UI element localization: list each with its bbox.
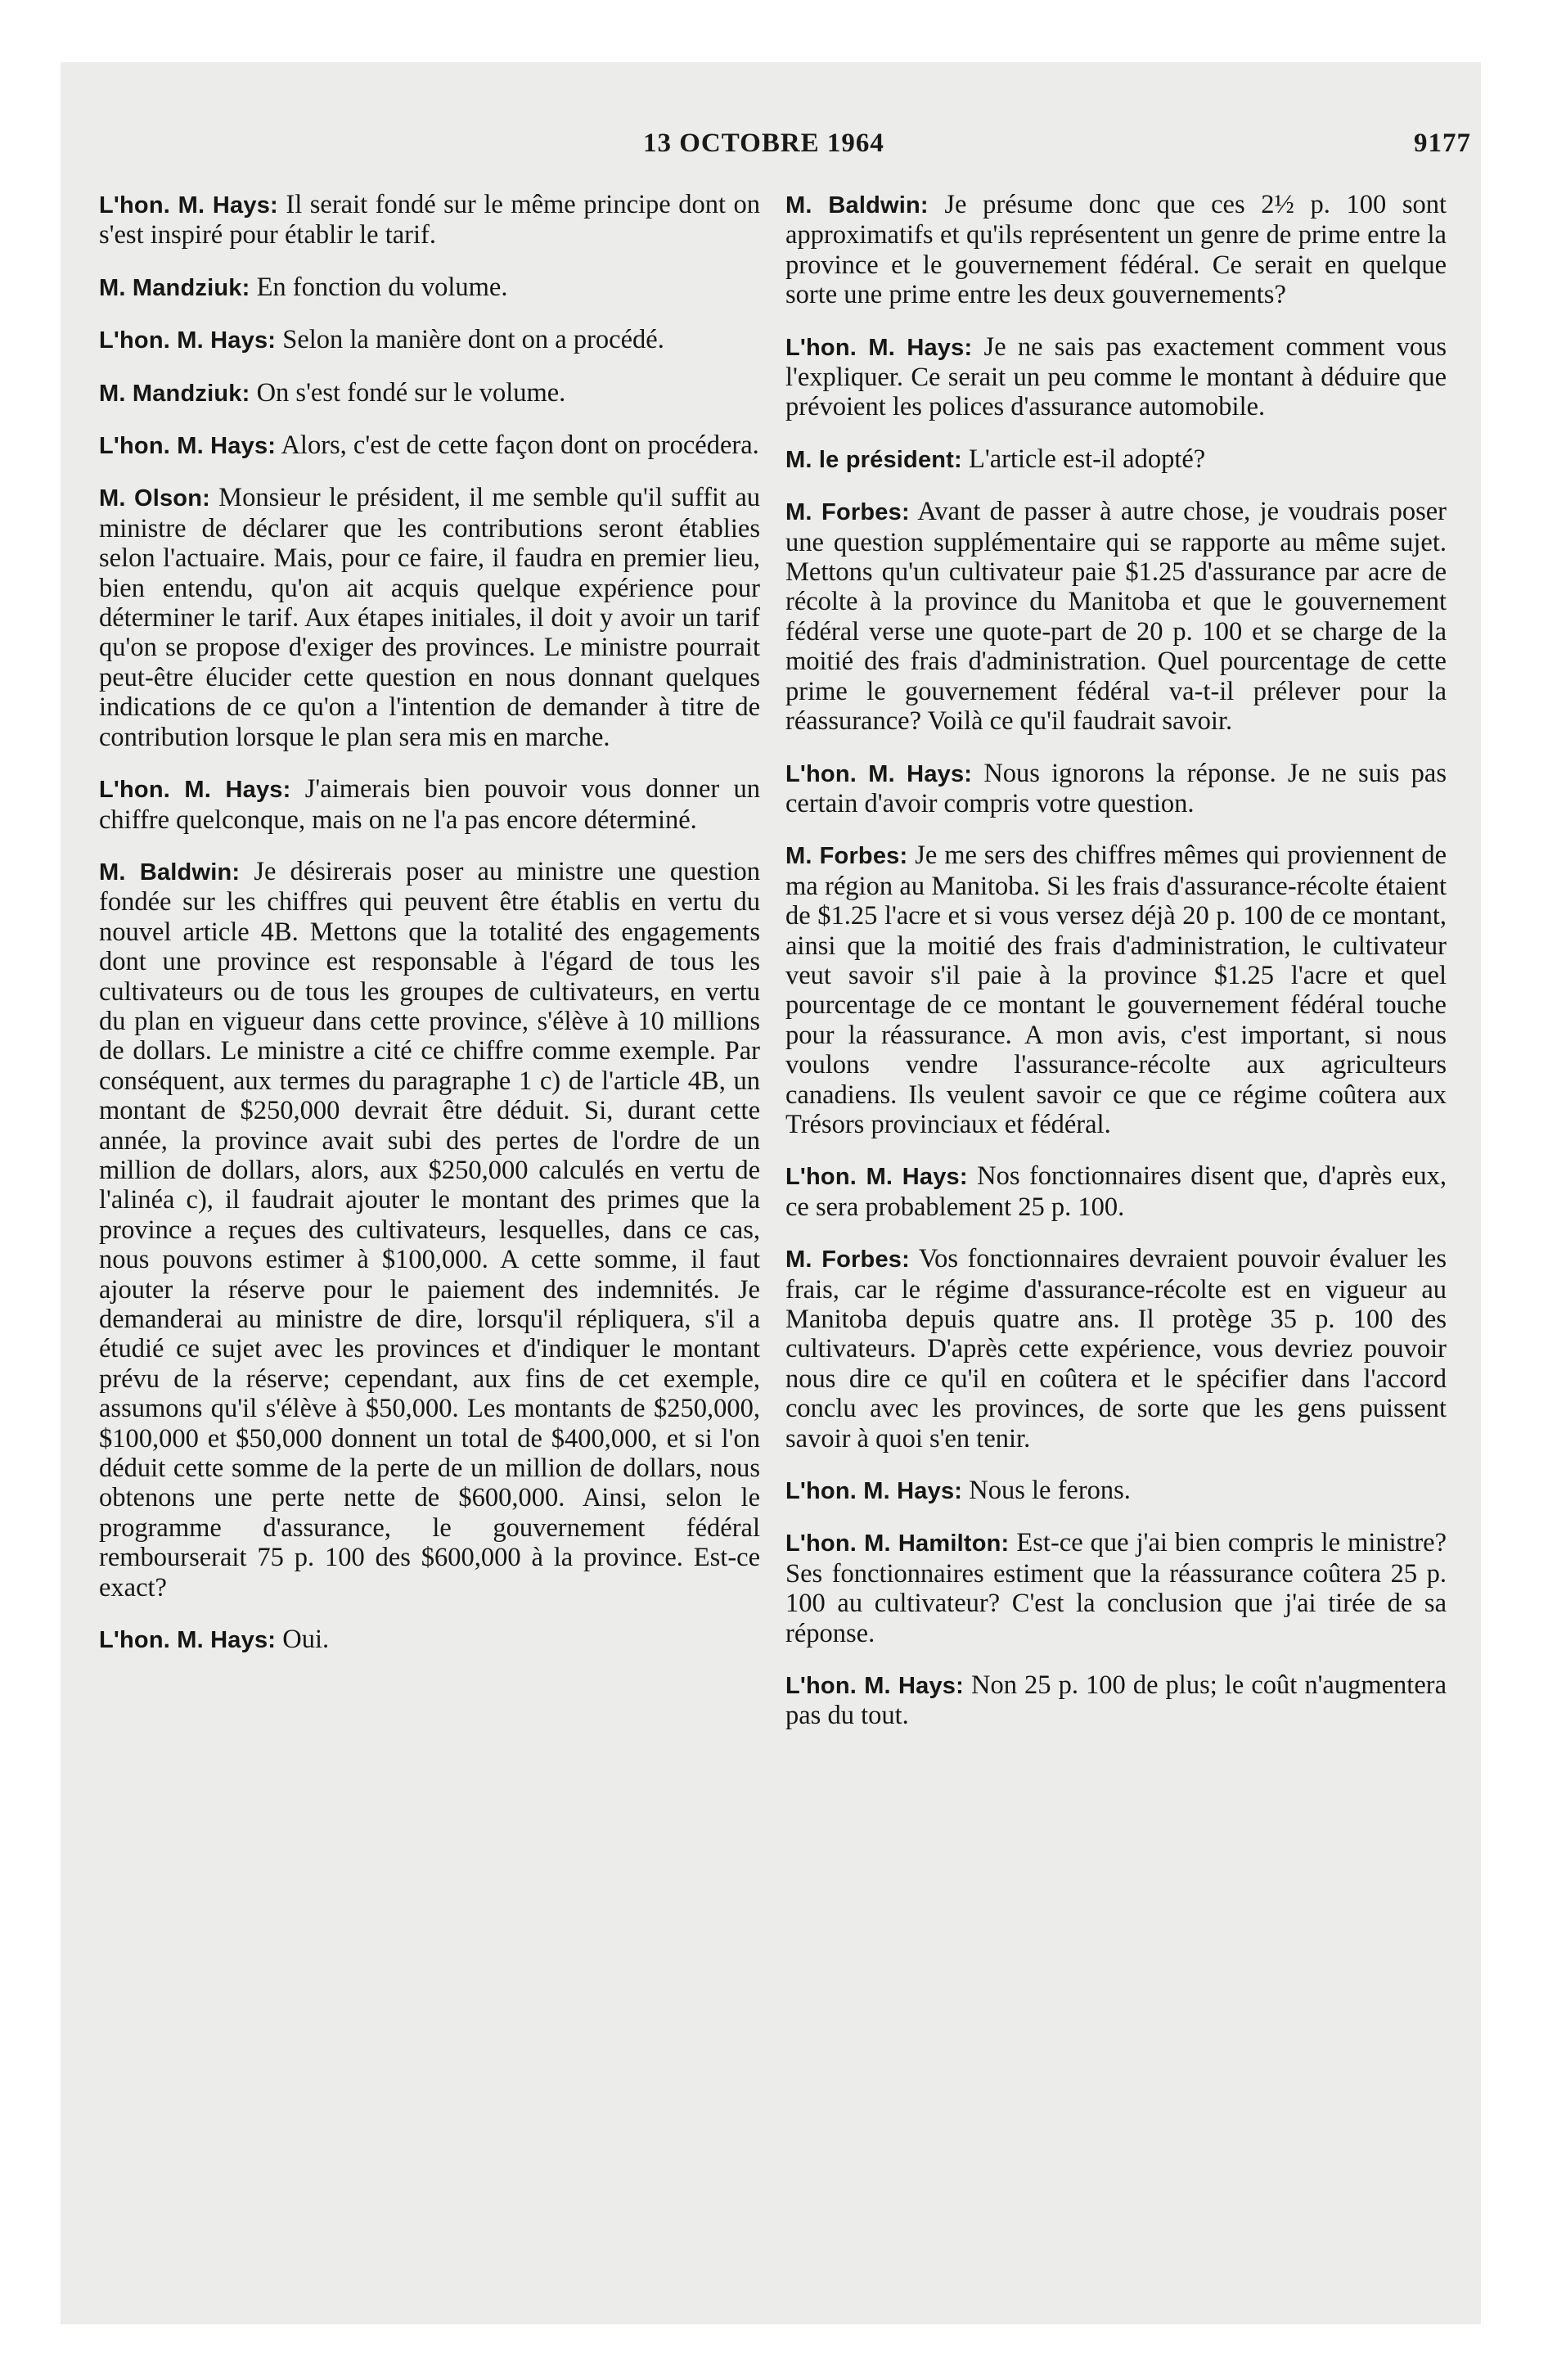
speaker-name: M. Baldwin: (99, 859, 241, 886)
page-number: 9177 (1414, 128, 1471, 158)
paragraph (99, 325, 760, 355)
paragraph (99, 774, 760, 835)
speaker-name: M. le président: (785, 446, 962, 473)
speech-text: Avant de passer à autre chose, je voudrais poser une question supplémentaire qui se rapporte au même sujet. Mettons qu'un cultivateur paie $1.25 d'assurance par acre de récolte à la province du Manitoba et que le gouvernement fédéral verse une quote-part de 20 p. 100 et se charge de la moitié des frais d'administration. Quel pourcentage de cette prime le gouvernement fédéral va-t-il prélever pour la réassurance? Voilà ce qu'il faudrait savoir. (785, 497, 1447, 737)
paragraph (785, 841, 1447, 1139)
paragraph (99, 378, 760, 408)
paragraph (99, 483, 760, 752)
speech-text: Nous ignorons la réponse. Je ne suis pas certain d'avoir compris votre question. (785, 758, 1447, 818)
paragraph (99, 430, 760, 461)
speaker-name: M. Olson: (99, 485, 210, 512)
paragraph (785, 497, 1447, 736)
speaker-name: L'hon. M. Hays: (785, 1478, 963, 1505)
speaker-name: L'hon. M. Hays: (99, 327, 277, 354)
speaker-name: M. Mandziuk: (99, 380, 250, 407)
speaker-name: L'hon. M. Hamilton: (785, 1530, 1010, 1557)
speaker-name: L'hon. M. Hays: (785, 760, 973, 787)
paragraph (785, 332, 1447, 422)
speech-text: L'article est-il adopté? (961, 444, 1206, 474)
speech-text: Monsieur le président, il me semble qu'il suffit au ministre de déclarer que les contributions seront établies selon l'actuaire. Mais, pour ce faire, il faudra en premier lieu, bien entendu, qu'on ait acquis quelque expérience pour déterminer le tarif. Aux étapes initiales, il doit y avoir un tarif qu'on se propose d'exiger des provinces. Le ministre pourrait peut-être élucider cette question en nous donnant quelques indications de ce qu'on a l'intention de demander à titre de contribution lorsque le plan sera mis en marche. (99, 483, 760, 752)
speech-text: En fonction du volume. (250, 272, 508, 302)
speaker-name: L'hon. M. Hays: (785, 1164, 968, 1191)
right-column (785, 190, 1447, 1753)
speech-text: Non 25 p. 100 de plus; le coût n'augmentera pas du tout. (785, 1670, 1447, 1731)
speech-text: Il serait fondé sur le même principe dont on s'est inspiré pour établir le tarif. (99, 190, 761, 250)
speaker-name: M. Forbes: (785, 499, 910, 526)
paragraph (785, 1476, 1447, 1506)
speaker-name: L'hon. M. Hays: (99, 777, 291, 804)
speech-text: Vos fonctionnaires devraient pouvoir évaluer les frais, car le régime d'assurance-récolte est en vigueur au Manitoba depuis quatre ans. Il protège 35 p. 100 des cultivateurs. D'après cette expérience, vous devriez pouvoir nous dire ce qu'il en coûtera et le spécifier dans l'accord conclu avec les provinces, de sorte que les gens puissent savoir à quoi s'en tenir. (785, 1244, 1447, 1454)
speech-text: Alors, c'est de cette façon dont on procédera. (276, 430, 759, 461)
speech-text: J'aimerais bien pouvoir vous donner un chiffre quelconque, mais on ne l'a pas encore déterminé. (99, 774, 761, 835)
page-header-date: 13 OCTOBRE 1964 (643, 128, 884, 158)
paragraph (785, 190, 1447, 310)
speech-text: On s'est fondé sur le volume. (250, 377, 566, 408)
speaker-name: L'hon. M. Hays: (99, 192, 278, 219)
speech-text: Je désirerais poser au ministre une question fondée sur les chiffres qui peuvent être établis en vertu du nouvel article 4B. Mettons que la totalité des engagements dont une province est responsable à l'égard de tous les cultivateurs ou de tous les groupes de cultivateurs, en vertu du plan en vigueur dans cette province, s'élève à 10 millions de dollars. Le ministre a cité ce chiffre comme exemple. Par conséquent, aux termes du paragraphe 1 c) de l'article 4B, un montant de $250,000 devrait être déduit. Si, durant cette année, la province avait subi des pertes de l'ordre de un million de dollars, alors, aux $250,000 calculés en vertu de l'alinéa c), il faudrait ajouter le montant des primes que la province a reçues des cultivateurs, lesquelles, dans ce cas, nous pouvons estimer à $100,000. A cette somme, il faut ajouter la réserve pour le paiement des indemnités. Je demanderai au ministre de dire, lorsqu'il répliquera, s'il a étudié ce sujet avec les provinces et d'indiquer le montant prévu de la réserve; cependant, aux fins de cet exemple, assumons qu'il s'élève à $50,000. Les montants de $250,000, $100,000 et $50,000 donnent un total de $400,000, et si l'on déduit cette somme de la perte de un million de dollars, nous obtenons une perte nette de $600,000. Ainsi, selon le programme d'assurance, le gouvernement fédéral rembourserait 75 p. 100 des $600,000 à la province. Est-ce exact? (99, 856, 760, 1602)
speech-text: Selon la manière dont on a procédé. (276, 325, 664, 355)
paragraph (99, 190, 760, 250)
speaker-name: M. Forbes: (785, 843, 908, 870)
speaker-name: M. Forbes: (785, 1246, 910, 1273)
paragraph (785, 1161, 1447, 1222)
paragraph (99, 1625, 760, 1655)
left-column (99, 190, 760, 1677)
speaker-name: M. Mandziuk: (99, 274, 250, 301)
speaker-name: L'hon. M. Hays: (785, 334, 973, 361)
paragraph (99, 273, 760, 303)
paragraph (785, 1670, 1447, 1731)
speech-text: Je ne sais pas exactement comment vous l'expliquer. Ce serait un peu comme le montant à déduire que prévoient les polices d'assurance automobile. (785, 331, 1447, 422)
paragraph (99, 857, 760, 1602)
speech-text: Nous le ferons. (962, 1476, 1131, 1506)
speaker-name: L'hon. M. Hays: (785, 1673, 964, 1700)
paragraph (785, 759, 1447, 819)
paragraph (785, 1528, 1447, 1648)
paragraph (785, 444, 1447, 475)
speech-text: Nos fonctionnaires disent que, d'après eux, ce sera probablement 25 p. 100. (785, 1161, 1447, 1222)
speech-text: Oui. (276, 1625, 330, 1655)
speech-text: Je présume donc que ces 2½ p. 100 sont approximatifs et qu'ils représentent un genre de prime entre la province et le gouvernement fédéral. Ce serait en quelque sorte une prime entre les deux gouvernements? (785, 190, 1447, 310)
speech-text: Est-ce que j'ai bien compris le ministre? Ses fonctionnaires estiment que la réassurance coûtera 25 p. 100 au cultivateur? C'est la conclusion que j'ai tirée de sa réponse. (785, 1528, 1447, 1648)
paragraph (785, 1244, 1447, 1454)
speaker-name: L'hon. M. Hays: (99, 1627, 277, 1654)
speaker-name: M. Baldwin: (785, 192, 929, 219)
speaker-name: L'hon. M. Hays: (99, 433, 277, 460)
speech-text: Je me sers des chiffres mêmes qui proviennent de ma région au Manitoba. Si les frais d'assurance-récolte étaient de $1.25 l'acre et si vous versez déjà 20 p. 100 de ce montant, ainsi que la moitié des frais d'administration, le cultivateur veut savoir s'il paie à la province $1.25 l'acre et quel pourcentage de ce montant le gouvernement fédéral touche pour la réassurance. A mon avis, c'est important, si nous voulons vendre l'assurance-récolte aux agriculteurs canadiens. Ils veulent savoir ce que ce régime coûtera aux Trésors provinciaux et fédéral. (785, 841, 1447, 1139)
